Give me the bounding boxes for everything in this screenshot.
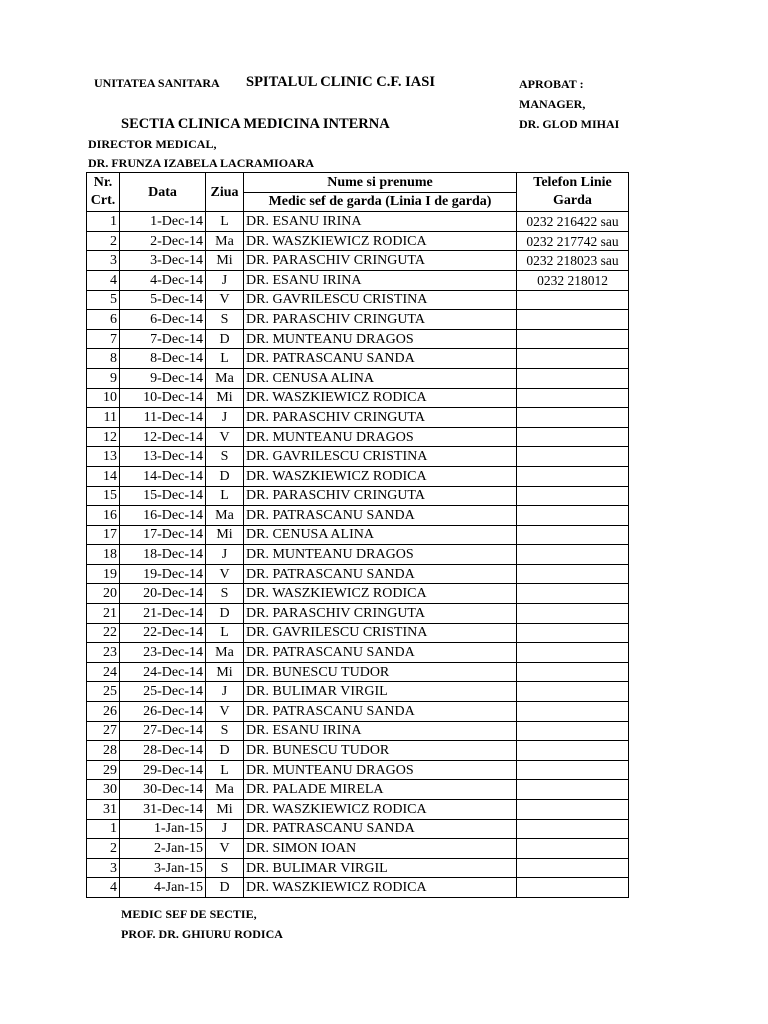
table-row xyxy=(87,604,629,624)
row-day: V xyxy=(206,839,244,859)
row-number: 20 xyxy=(87,584,120,604)
row-day: V xyxy=(206,564,244,584)
table-body xyxy=(87,212,629,898)
row-phone xyxy=(517,682,629,702)
row-doctor-name: DR. WASZKIEWICZ RODICA xyxy=(244,231,517,251)
row-date: 1-Dec-14 xyxy=(120,212,206,232)
table-row xyxy=(87,819,629,839)
row-day: J xyxy=(206,408,244,428)
row-date: 2-Jan-15 xyxy=(120,839,206,859)
row-phone xyxy=(517,427,629,447)
row-phone: 0232 218012 xyxy=(517,270,629,290)
row-day: L xyxy=(206,760,244,780)
section-title: SECTIA CLINICA MEDICINA INTERNA xyxy=(121,116,390,132)
row-day: D xyxy=(206,604,244,624)
row-phone xyxy=(517,290,629,310)
table-row xyxy=(87,662,629,682)
row-date: 27-Dec-14 xyxy=(120,721,206,741)
row-day: L xyxy=(206,212,244,232)
row-doctor-name: DR. PARASCHIV CRINGUTA xyxy=(244,604,517,624)
row-doctor-name: DR. BULIMAR VIRGIL xyxy=(244,858,517,878)
row-day: Mi xyxy=(206,525,244,545)
approved-label: APROBAT : xyxy=(519,77,584,91)
row-doctor-name: DR. PARASCHIV CRINGUTA xyxy=(244,486,517,506)
row-date: 15-Dec-14 xyxy=(120,486,206,506)
table-row xyxy=(87,388,629,408)
row-date: 9-Dec-14 xyxy=(120,368,206,388)
row-number: 1 xyxy=(87,819,120,839)
row-day: Mi xyxy=(206,388,244,408)
row-date: 2-Dec-14 xyxy=(120,231,206,251)
row-day: Mi xyxy=(206,251,244,271)
row-date: 25-Dec-14 xyxy=(120,682,206,702)
header-nr-line1: Nr. xyxy=(93,175,113,191)
row-doctor-name: DR. CENUSA ALINA xyxy=(244,525,517,545)
row-day: Ma xyxy=(206,506,244,526)
row-phone xyxy=(517,486,629,506)
row-date: 12-Dec-14 xyxy=(120,427,206,447)
row-date: 30-Dec-14 xyxy=(120,780,206,800)
row-day: S xyxy=(206,310,244,330)
row-doctor-name: DR. WASZKIEWICZ RODICA xyxy=(244,388,517,408)
row-day: J xyxy=(206,270,244,290)
director-name: DR. FRUNZA IZABELA LACRAMIOARA xyxy=(88,156,315,170)
table-row xyxy=(87,760,629,780)
row-doctor-name: DR. ESANU IRINA xyxy=(244,721,517,741)
row-phone xyxy=(517,329,629,349)
row-phone: 0232 217742 sau xyxy=(517,231,629,251)
row-date: 3-Jan-15 xyxy=(120,858,206,878)
row-phone xyxy=(517,564,629,584)
row-number: 4 xyxy=(87,878,120,898)
row-date: 20-Dec-14 xyxy=(120,584,206,604)
table-row xyxy=(87,839,629,859)
table-row xyxy=(87,427,629,447)
row-phone xyxy=(517,466,629,486)
row-number: 22 xyxy=(87,623,120,643)
row-date: 24-Dec-14 xyxy=(120,662,206,682)
header-name-line2: Medic sef de garda (Linia I de garda) xyxy=(244,192,517,212)
row-day: V xyxy=(206,702,244,722)
table-row xyxy=(87,741,629,761)
row-doctor-name: DR. GAVRILESCU CRISTINA xyxy=(244,623,517,643)
table-row xyxy=(87,408,629,428)
row-day: L xyxy=(206,623,244,643)
row-phone xyxy=(517,368,629,388)
row-number: 16 xyxy=(87,506,120,526)
row-date: 18-Dec-14 xyxy=(120,545,206,565)
header-phone-line1: Telefon Linie xyxy=(533,175,612,191)
row-doctor-name: DR. PATRASCANU SANDA xyxy=(244,643,517,663)
row-doctor-name: DR. WASZKIEWICZ RODICA xyxy=(244,584,517,604)
row-date: 13-Dec-14 xyxy=(120,447,206,467)
row-date: 6-Dec-14 xyxy=(120,310,206,330)
row-phone xyxy=(517,349,629,369)
row-day: J xyxy=(206,682,244,702)
row-number: 10 xyxy=(87,388,120,408)
row-phone xyxy=(517,662,629,682)
row-doctor-name: DR. PATRASCANU SANDA xyxy=(244,564,517,584)
row-date: 19-Dec-14 xyxy=(120,564,206,584)
row-number: 15 xyxy=(87,486,120,506)
row-date: 21-Dec-14 xyxy=(120,604,206,624)
row-day: S xyxy=(206,584,244,604)
row-phone xyxy=(517,858,629,878)
row-number: 6 xyxy=(87,310,120,330)
row-phone xyxy=(517,780,629,800)
table-row xyxy=(87,212,629,232)
row-doctor-name: DR. MUNTEANU DRAGOS xyxy=(244,329,517,349)
row-doctor-name: DR. GAVRILESCU CRISTINA xyxy=(244,290,517,310)
row-date: 22-Dec-14 xyxy=(120,623,206,643)
row-date: 26-Dec-14 xyxy=(120,702,206,722)
row-day: Ma xyxy=(206,368,244,388)
row-number: 18 xyxy=(87,545,120,565)
row-doctor-name: DR. MUNTEANU DRAGOS xyxy=(244,760,517,780)
row-doctor-name: DR. BULIMAR VIRGIL xyxy=(244,682,517,702)
row-phone xyxy=(517,623,629,643)
table-row xyxy=(87,506,629,526)
row-number: 9 xyxy=(87,368,120,388)
row-doctor-name: DR. MUNTEANU DRAGOS xyxy=(244,545,517,565)
row-number: 27 xyxy=(87,721,120,741)
row-day: S xyxy=(206,721,244,741)
table-row xyxy=(87,368,629,388)
hospital-name: SPITALUL CLINIC C.F. IASI xyxy=(246,74,435,90)
row-date: 16-Dec-14 xyxy=(120,506,206,526)
table-row xyxy=(87,800,629,820)
row-number: 13 xyxy=(87,447,120,467)
row-doctor-name: DR. WASZKIEWICZ RODICA xyxy=(244,800,517,820)
row-number: 30 xyxy=(87,780,120,800)
chief-name: PROF. DR. GHIURU RODICA xyxy=(121,927,283,941)
row-phone xyxy=(517,525,629,545)
table-row xyxy=(87,682,629,702)
row-doctor-name: DR. PATRASCANU SANDA xyxy=(244,506,517,526)
row-doctor-name: DR. WASZKIEWICZ RODICA xyxy=(244,878,517,898)
row-date: 4-Dec-14 xyxy=(120,270,206,290)
row-doctor-name: DR. BUNESCU TUDOR xyxy=(244,741,517,761)
row-date: 14-Dec-14 xyxy=(120,466,206,486)
row-date: 5-Dec-14 xyxy=(120,290,206,310)
row-number: 3 xyxy=(87,251,120,271)
row-phone xyxy=(517,604,629,624)
table-row xyxy=(87,329,629,349)
row-date: 4-Jan-15 xyxy=(120,878,206,898)
row-date: 17-Dec-14 xyxy=(120,525,206,545)
row-number: 3 xyxy=(87,858,120,878)
table-row xyxy=(87,231,629,251)
header-date: Data xyxy=(120,173,206,212)
row-number: 11 xyxy=(87,408,120,428)
table-row xyxy=(87,310,629,330)
row-day: S xyxy=(206,447,244,467)
table-row xyxy=(87,251,629,271)
row-doctor-name: DR. PATRASCANU SANDA xyxy=(244,702,517,722)
table-row xyxy=(87,525,629,545)
row-phone xyxy=(517,643,629,663)
table-row xyxy=(87,564,629,584)
row-number: 1 xyxy=(87,212,120,232)
row-phone xyxy=(517,584,629,604)
table-header-row-1 xyxy=(87,173,629,193)
header-name-line1: Nume si prenume xyxy=(244,173,517,193)
row-day: S xyxy=(206,858,244,878)
row-number: 14 xyxy=(87,466,120,486)
row-doctor-name: DR. PARASCHIV CRINGUTA xyxy=(244,310,517,330)
row-phone xyxy=(517,760,629,780)
row-phone xyxy=(517,878,629,898)
row-phone: 0232 216422 sau xyxy=(517,212,629,232)
director-title: DIRECTOR MEDICAL, xyxy=(88,137,217,151)
row-date: 7-Dec-14 xyxy=(120,329,206,349)
row-doctor-name: DR. PARASCHIV CRINGUTA xyxy=(244,251,517,271)
table-row xyxy=(87,721,629,741)
row-day: D xyxy=(206,878,244,898)
row-number: 31 xyxy=(87,800,120,820)
row-number: 26 xyxy=(87,702,120,722)
row-phone xyxy=(517,800,629,820)
table-row xyxy=(87,623,629,643)
row-number: 28 xyxy=(87,741,120,761)
row-day: D xyxy=(206,329,244,349)
duty-roster-table xyxy=(86,172,629,898)
row-date: 3-Dec-14 xyxy=(120,251,206,271)
unit-label: UNITATEA SANITARA xyxy=(94,76,220,90)
row-date: 28-Dec-14 xyxy=(120,741,206,761)
row-number: 29 xyxy=(87,760,120,780)
row-number: 19 xyxy=(87,564,120,584)
row-doctor-name: DR. CENUSA ALINA xyxy=(244,368,517,388)
row-phone xyxy=(517,702,629,722)
row-phone xyxy=(517,721,629,741)
row-number: 21 xyxy=(87,604,120,624)
row-day: Ma xyxy=(206,643,244,663)
table-row xyxy=(87,858,629,878)
row-day: D xyxy=(206,741,244,761)
row-day: V xyxy=(206,290,244,310)
row-doctor-name: DR. PATRASCANU SANDA xyxy=(244,819,517,839)
row-day: J xyxy=(206,545,244,565)
row-date: 29-Dec-14 xyxy=(120,760,206,780)
row-day: L xyxy=(206,349,244,369)
row-doctor-name: DR. PARASCHIV CRINGUTA xyxy=(244,408,517,428)
row-doctor-name: DR. SIMON IOAN xyxy=(244,839,517,859)
table-row xyxy=(87,349,629,369)
table-row xyxy=(87,780,629,800)
manager-title: MANAGER, xyxy=(519,97,586,111)
header-day: Ziua xyxy=(206,173,244,212)
row-day: Ma xyxy=(206,780,244,800)
row-phone xyxy=(517,819,629,839)
table-row xyxy=(87,486,629,506)
row-day: D xyxy=(206,466,244,486)
table-row xyxy=(87,878,629,898)
table-row xyxy=(87,643,629,663)
table-row xyxy=(87,290,629,310)
table-row xyxy=(87,584,629,604)
row-date: 10-Dec-14 xyxy=(120,388,206,408)
header-nr-line2: Crt. xyxy=(90,193,116,209)
row-number: 23 xyxy=(87,643,120,663)
row-number: 8 xyxy=(87,349,120,369)
row-doctor-name: DR. PATRASCANU SANDA xyxy=(244,349,517,369)
row-phone: 0232 218023 sau xyxy=(517,251,629,271)
table-row xyxy=(87,545,629,565)
row-doctor-name: DR. ESANU IRINA xyxy=(244,270,517,290)
table-row xyxy=(87,270,629,290)
row-phone xyxy=(517,388,629,408)
row-doctor-name: DR. BUNESCU TUDOR xyxy=(244,662,517,682)
row-number: 5 xyxy=(87,290,120,310)
row-phone xyxy=(517,447,629,467)
row-doctor-name: DR. WASZKIEWICZ RODICA xyxy=(244,466,517,486)
row-phone xyxy=(517,741,629,761)
row-day: V xyxy=(206,427,244,447)
header-nr xyxy=(87,173,120,212)
row-day: Mi xyxy=(206,800,244,820)
row-day: J xyxy=(206,819,244,839)
row-day: Mi xyxy=(206,662,244,682)
row-date: 1-Jan-15 xyxy=(120,819,206,839)
row-doctor-name: DR. MUNTEANU DRAGOS xyxy=(244,427,517,447)
row-date: 23-Dec-14 xyxy=(120,643,206,663)
row-number: 2 xyxy=(87,839,120,859)
row-number: 7 xyxy=(87,329,120,349)
row-day: L xyxy=(206,486,244,506)
row-number: 2 xyxy=(87,231,120,251)
table-row xyxy=(87,702,629,722)
row-date: 31-Dec-14 xyxy=(120,800,206,820)
row-phone xyxy=(517,839,629,859)
row-phone xyxy=(517,506,629,526)
row-phone xyxy=(517,310,629,330)
table-row xyxy=(87,466,629,486)
row-number: 4 xyxy=(87,270,120,290)
row-doctor-name: DR. PALADE MIRELA xyxy=(244,780,517,800)
row-number: 25 xyxy=(87,682,120,702)
table-row xyxy=(87,447,629,467)
chief-title: MEDIC SEF DE SECTIE, xyxy=(121,907,257,921)
row-date: 11-Dec-14 xyxy=(120,408,206,428)
manager-name: DR. GLOD MIHAI xyxy=(519,117,620,131)
row-number: 24 xyxy=(87,662,120,682)
row-date: 8-Dec-14 xyxy=(120,349,206,369)
row-doctor-name: DR. ESANU IRINA xyxy=(244,212,517,232)
row-phone xyxy=(517,408,629,428)
header-phone xyxy=(517,173,629,212)
row-day: Ma xyxy=(206,231,244,251)
row-phone xyxy=(517,545,629,565)
row-number: 12 xyxy=(87,427,120,447)
row-number: 17 xyxy=(87,525,120,545)
header-phone-line2: Garda xyxy=(553,193,592,209)
row-doctor-name: DR. GAVRILESCU CRISTINA xyxy=(244,447,517,467)
